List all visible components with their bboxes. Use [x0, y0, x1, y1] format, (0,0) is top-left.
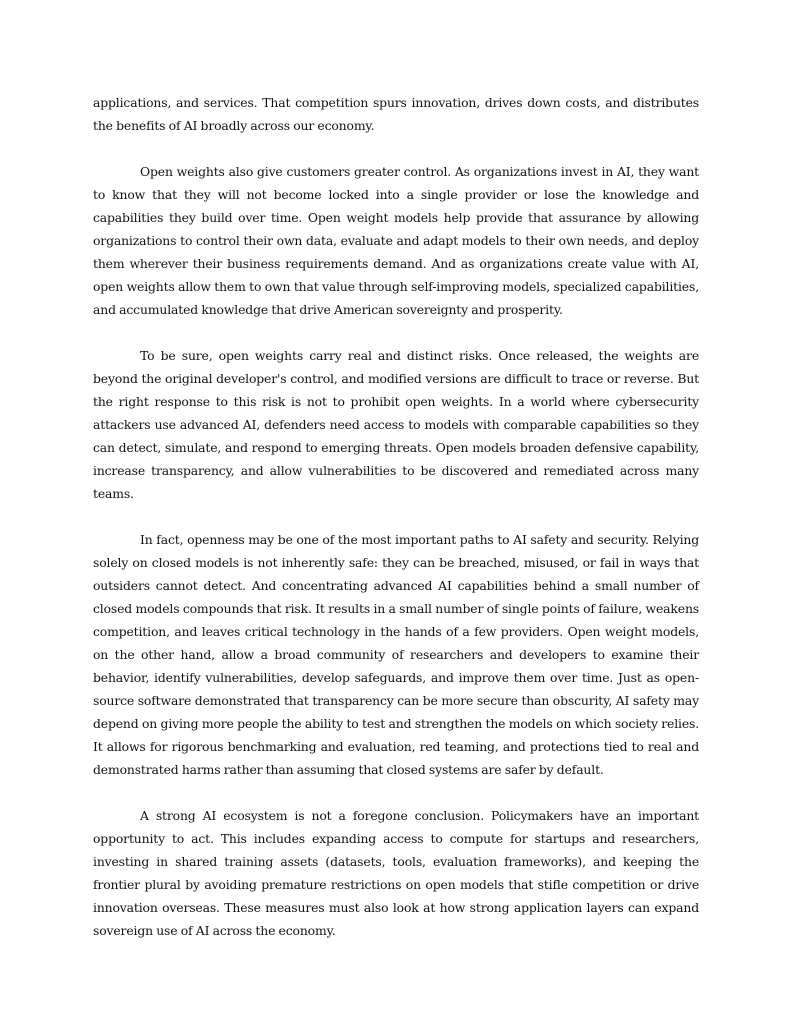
paragraph-open-weights-control: Open weights also give customers greater control. As organizations invest in AI, they want to know that they will not become locked into a single provider or lose the knowledge and capabilities they build over time. Open weight models help provide that assurance by allowing organizations to control their own data, evaluate and adapt models to their own needs, and deploy them wherever their business requirements demand. And as organizations create value with AI, open weights allow them to own that value through self-improving models, specialized capabilities, and accumulated knowledge that drive American sovereignty and prosperity. [93, 164, 699, 317]
paragraph-open-weights-risks: To be sure, open weights carry real and distinct risks. Once released, the weights are beyond the original developer's control, and modified versions are difficult to trace or reverse. But the right response to this risk is not to prohibit open weights. In a world where cybersecurity attackers use advanced AI, defenders need access to models with comparable capabilities so they can detect, simulate, and respond to emerging threats. Open models broaden defensive capability, increase transparency, and allow vulnerabilities to be discovered and remediated across many teams. [93, 348, 699, 501]
paragraph-strong-ecosystem: A strong AI ecosystem is not a foregone conclusion. Policymakers have an important opportunity to act. This includes expanding access to compute for startups and researchers, investing in shared training assets (datasets, tools, evaluation frameworks), and keeping the frontier plural by avoiding premature restrictions on open models that stifle competition or drive innovation overseas. These measures must also look at how strong application layers can expand sovereign use of AI across the economy. [93, 808, 699, 938]
paragraph-openness-safety: In fact, openness may be one of the most important paths to AI safety and security. Relying solely on closed models is not inherently safe: they can be breached, misused, or fail in ways that outsiders cannot detect. And concentrating advanced AI capabilities behind a small number of closed models compounds that risk. It results in a small number of single points of failure, weakens competition, and leaves critical technology in the hands of a few providers. Open weight models, on the other hand, allow a broad community of researchers and developers to examine their behavior, identify vulnerabilities, develop safeguards, and improve them over time. Just as open-source software demonstrated that transparency can be more secure than obscurity, AI safety may depend on giving more people the ability to test and strengthen the models on which society relies. It allows for rigorous benchmarking and evaluation, red teaming, and protections tied to real and demonstrated harms rather than assuming that closed systems are safer by default. [93, 532, 699, 777]
document-body [93, 91, 699, 942]
paragraph-continued: applications, and services. That competition spurs innovation, drives down costs, and distributes the benefits of AI broadly across our economy. [93, 95, 699, 133]
